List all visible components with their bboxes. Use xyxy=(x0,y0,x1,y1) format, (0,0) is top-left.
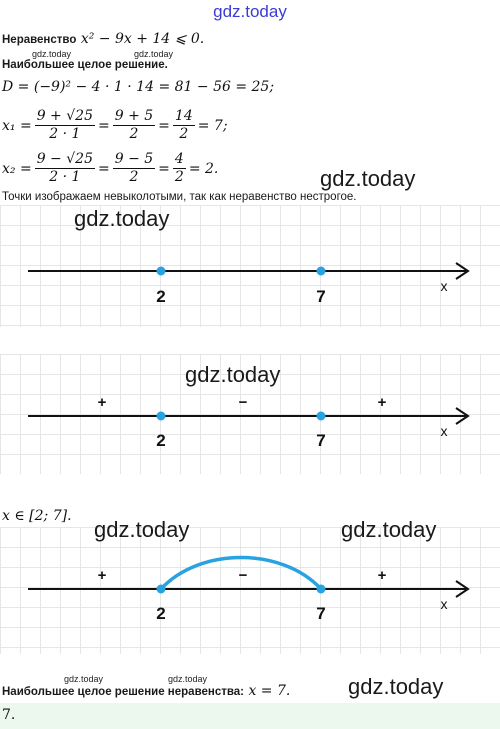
inequality-line xyxy=(2,30,204,48)
conclusion-label: Наибольшее целое решение неравенства: xyxy=(2,686,244,698)
point-2-label: 2 xyxy=(156,287,166,306)
x2-lhs: x₂ = xyxy=(2,160,32,177)
watermark-small: gdz.today xyxy=(64,674,104,684)
fraction: $\frac{9 - √25}{2 \cdot 1}$ xyxy=(36,151,93,185)
fraction: $\frac{9 + √25}{2 \cdot 1}$ xyxy=(36,108,93,142)
point-2-label: 2 xyxy=(156,431,166,450)
watermark-small: gdz.today xyxy=(134,49,174,59)
sign-left: + xyxy=(97,394,107,411)
x1-result: = 7; xyxy=(197,117,228,134)
sign-left: + xyxy=(97,567,107,584)
point-7 xyxy=(317,585,326,594)
answer-value: 7. xyxy=(2,707,16,723)
point-2 xyxy=(157,585,166,594)
sign-right: + xyxy=(377,394,387,411)
point-7-label: 7 xyxy=(316,287,326,306)
root-x1-formula: x₁ = $\frac{9 + √25}{2 \cdot 1}$ = $\frac{9 + 5}{2}$ = $\frac{14}{2}$ = 7; xyxy=(2,108,228,142)
axis-label-x: x xyxy=(440,278,448,294)
watermark-large: gdz.today xyxy=(341,517,437,542)
watermark-small: gdz.today xyxy=(168,674,208,684)
point-2-label: 2 xyxy=(156,604,166,623)
sign-right: + xyxy=(377,567,387,584)
axis-label-x: x xyxy=(440,423,448,439)
watermark-large: gdz.today xyxy=(320,166,416,191)
axis-label-x: x xyxy=(440,596,448,612)
inequality-expression: x² − 9x + 14 ⩽ 0. xyxy=(80,31,205,47)
fraction: $\frac{9 - 5}{2}$ xyxy=(114,151,154,185)
inequality-label: Неравенство xyxy=(2,34,77,46)
point-2 xyxy=(157,267,166,276)
fraction: $\frac{9 + 5}{2}$ xyxy=(114,108,154,142)
x1-lhs: x₁ = xyxy=(2,117,32,134)
watermark-large: gdz.today xyxy=(185,362,281,387)
fraction: $\frac{4}{2}$ xyxy=(174,151,184,185)
x2-result: = 2. xyxy=(188,160,219,177)
point-7-label: 7 xyxy=(316,604,326,623)
answer-panel xyxy=(0,703,500,729)
point-7 xyxy=(317,267,326,276)
point-2 xyxy=(157,412,166,421)
sign-middle: − xyxy=(238,394,248,411)
discriminant-formula: D = (−9)² − 4 · 1 · 14 = 81 − 56 = 25; xyxy=(2,79,275,95)
watermark-small: gdz.today xyxy=(32,49,72,59)
number-line-grid-3 xyxy=(0,527,500,654)
root-x2-formula: x₂ = $\frac{9 - √25}{2 \cdot 1}$ = $\frac{9 - 5}{2}$ = $\frac{4}{2}$ = 2. xyxy=(2,151,219,185)
conclusion-line xyxy=(2,682,290,700)
watermark-large: gdz.today xyxy=(74,206,170,231)
conclusion-value: x = 7. xyxy=(248,683,291,699)
number-line-3 xyxy=(0,527,500,654)
interval-answer: x ∈ [2; 7]. xyxy=(2,508,72,524)
task-label: Наибольшее целое решение. xyxy=(2,59,168,71)
points-note: Точки изображаем невыколотыми, так как неравенство нестрогое. xyxy=(2,191,357,203)
point-7 xyxy=(317,412,326,421)
watermark-large: gdz.today xyxy=(94,517,190,542)
point-7-label: 7 xyxy=(316,431,326,450)
watermark-top: gdz.today xyxy=(213,2,287,21)
fraction: $\frac{14}{2}$ xyxy=(174,108,193,142)
watermark-large: gdz.today xyxy=(348,674,444,699)
sign-middle: − xyxy=(238,567,248,584)
